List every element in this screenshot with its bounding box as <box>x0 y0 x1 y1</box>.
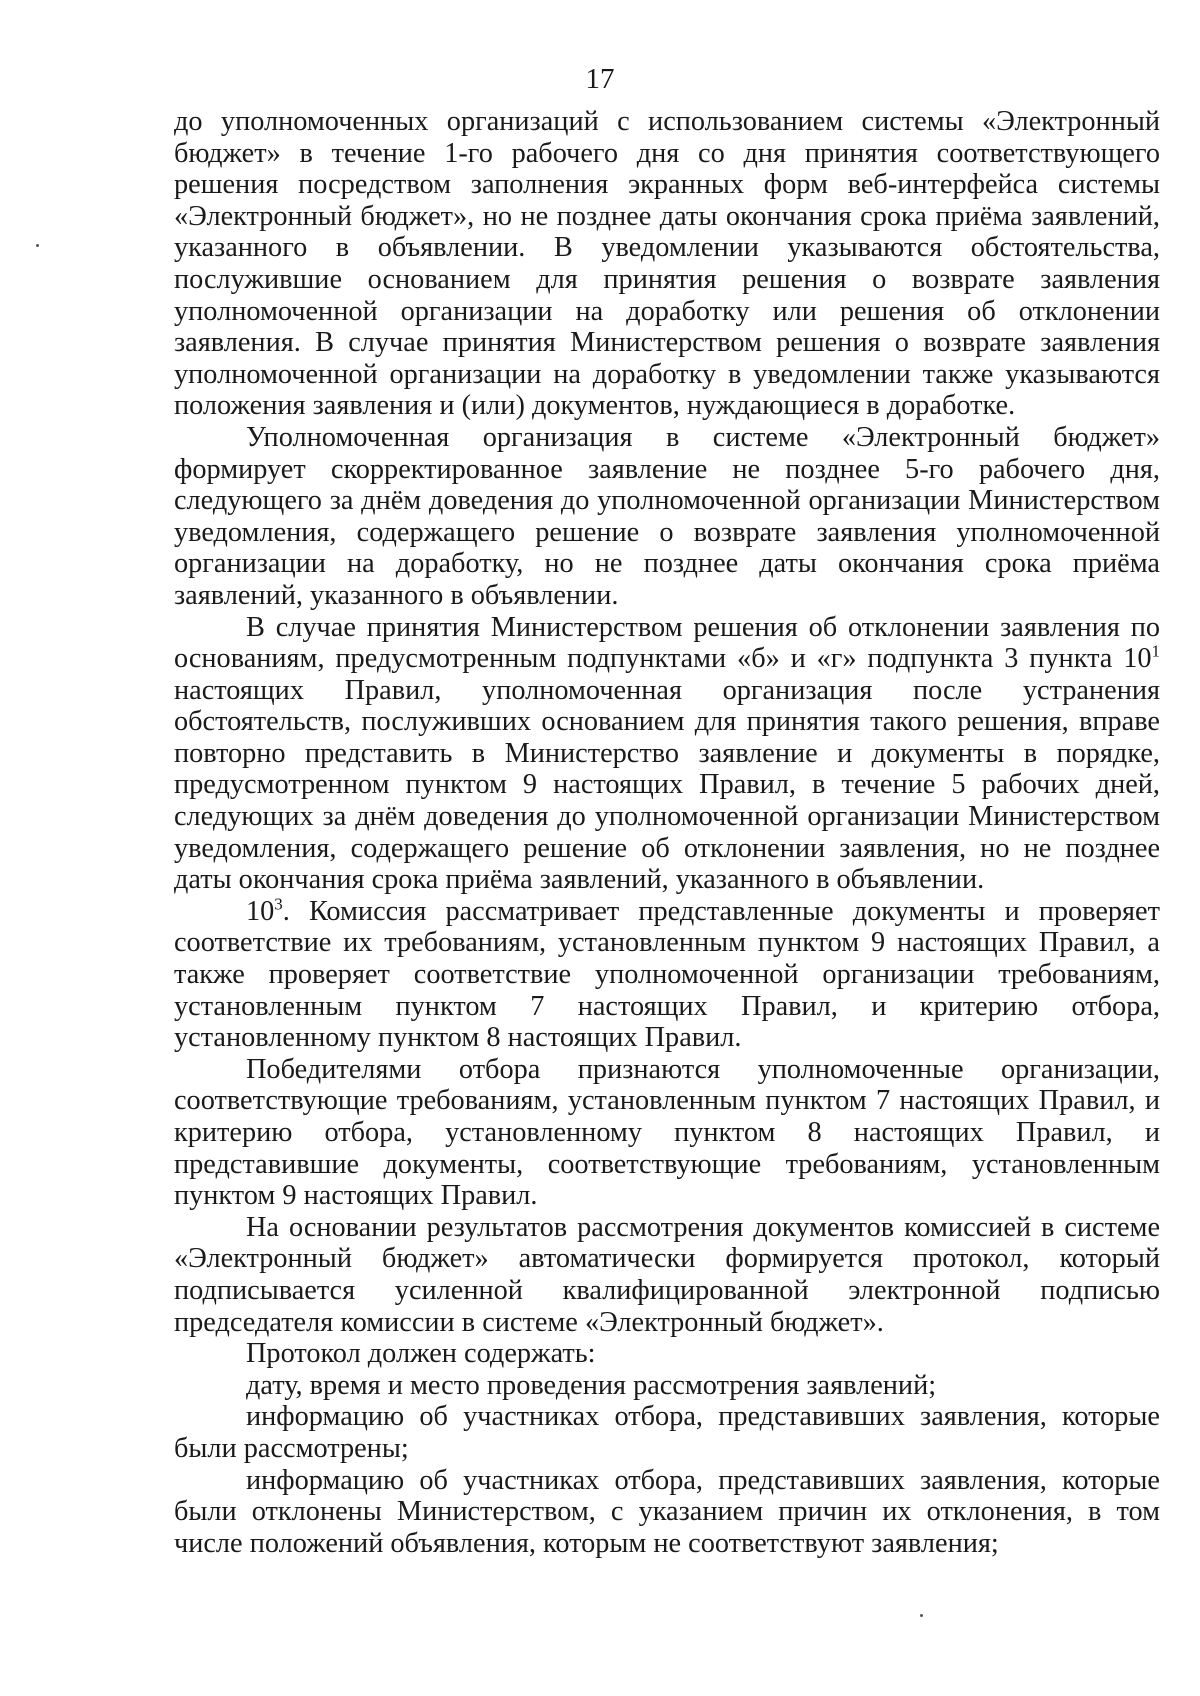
paragraph-winners: Победителями отбора признаются уполномоченные организации, соответствующие требованиям, установленным пунктом 7 настоящих Правил, и критерию отбора, установленному пунктом 8 настоящих Правил, и представившие документы, соответствующие требованиям, установленным пунктом 9 настоящих Правил. <box>174 1053 1160 1212</box>
list-item-rejected-participants: информацию об участниках отбора, представивших заявления, которые были отклонены Министерством, с указанием причин их отклонения, в том числе положений объявления, которым не соответствуют заявления; <box>174 1464 1160 1559</box>
scan-speck <box>36 244 39 247</box>
paragraph-continuation: до уполномоченных организаций с использованием системы «Электронный бюджет» в течение 1-го рабочего дня со дня принятия соответствующего решения посредством заполнения экранных форм веб-интерфейса системы «Электронный бюджет», но не позднее даты окончания срока приёма заявлений, указанного в объявлении. В уведомлении указываются обстоятельства, послужившие основанием для принятия решения о возврате заявления уполномоченной организации на доработку или решения об отклонении заявления. В случае принятия Министерством решения о возврате заявления уполномоченной организации на доработку в уведомлении также указываются положения заявления и (или) документов, нуждающиеся в доработке. <box>174 106 1160 422</box>
paragraph-text-part: В случае принятия Министерством решения об отклонении заявления по основаниям, предусмотренным подпунктами «б» и «г» подпункта 3 пункта 10 <box>174 611 1160 675</box>
paragraph-commission-review <box>174 896 1160 1054</box>
list-item-date-time-place: дату, время и место проведения рассмотрения заявлений; <box>246 1369 937 1401</box>
scan-speck <box>920 1614 923 1617</box>
paragraph-corrected-application: Уполномоченная организация в системе «Электронный бюджет» формирует скорректированное заявление не позднее 5-го рабочего дня, следующего за днём доведения до уполномоченной организации Министерством уведомления, содержащего решение о возврате заявления уполномоченной организации на доработку, но не позднее даты окончания срока приёма заявлений, указанного в объявлении. <box>174 421 1160 611</box>
paragraph-protocol-contents: Протокол должен содержать: <box>246 1338 596 1370</box>
superscript: 1 <box>1151 641 1160 661</box>
paragraph-protocol-formation: На основании результатов рассмотрения документов комиссией в системе «Электронный бюджет» автоматически формируется протокол, который подписывается усиленной квалифицированной электронной подписью председателя комиссии в системе «Электронный бюджет». <box>174 1211 1160 1338</box>
clause-number: 10 <box>246 895 275 927</box>
superscript: 3 <box>274 894 283 914</box>
paragraph-text-part: настоящих Правил, уполномоченная организация после устранения обстоятельств, послуживших основанием для принятия такого решения, вправе повторно представить в Министерство заявление и документы в порядке, предусмотренном пунктом 9 настоящих Правил, в течение 5 рабочих дней, следующих за днём доведения до уполномоченной организации Министерством уведомления, содержащего решение об отклонении заявления, но не позднее даты окончания срока приёма заявлений, указанного в объявлении. <box>174 674 1160 896</box>
list-item-considered-participants: информацию об участниках отбора, представивших заявления, которые были рассмотрены; <box>174 1401 1160 1464</box>
page-number: 17 <box>585 63 615 95</box>
paragraph-text-part: . Комиссия рассматривает представленные документы и проверяет соответствие их требованиям, установленным пунктом 9 настоящих Правил, а также проверяет соответствие уполномоченной организации требованиям, установленным пунктом 7 настоящих Правил, и критерию отбора, установленному пунктом 8 настоящих Правил. <box>174 895 1160 1054</box>
document-body <box>174 106 1160 1559</box>
paragraph-rejection-resubmission <box>174 612 1160 896</box>
